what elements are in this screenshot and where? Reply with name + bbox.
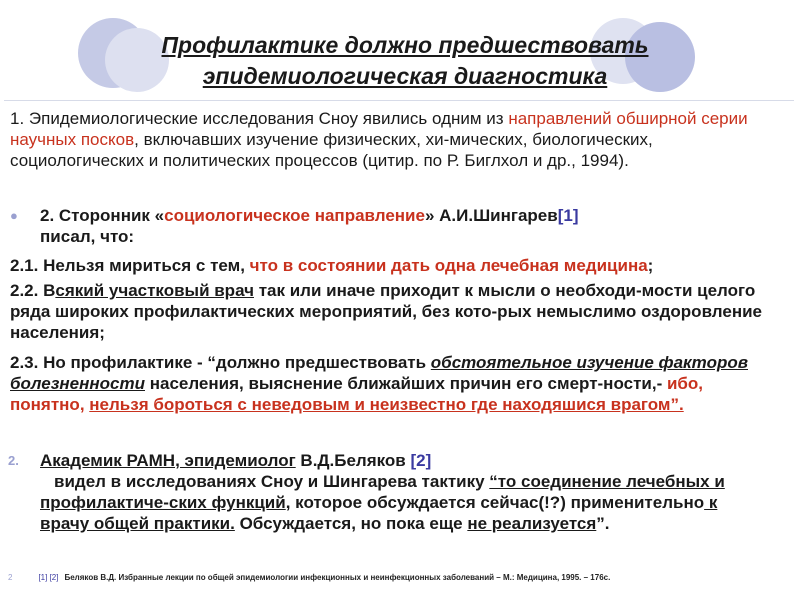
p2-text-d: писал, что:: [40, 227, 135, 246]
paragraph-2: [10, 205, 760, 247]
paragraph-3: [8, 450, 770, 534]
p23-red-underlined: нельзя бороться с неведовым и неизвестно где находяшися врагом”.: [89, 395, 684, 414]
paragraph-2-1: [10, 255, 780, 276]
p2-text-a: 2. Сторонник «: [40, 206, 165, 225]
title-line-1: Профилактике должно предшествовать: [161, 32, 649, 58]
p1-text-a: 1. Эпидемиологические исследования Сноу явились одним из: [10, 109, 509, 128]
p1-highlight: направлений обширной серии научных посков: [10, 109, 748, 149]
p2-highlight: социологическое направление: [164, 206, 425, 225]
p21-text-c: ;: [647, 256, 654, 275]
p1-text-c: , включавших изучение физических, хи-мических, биологических, социологических и политических процессов (цитир. по Р. Биглхол и др., 1994).: [10, 130, 653, 170]
footnote-refs[interactable]: [1] [2]: [38, 573, 59, 582]
p3-text-b: В.Д.Беляков: [295, 451, 411, 470]
slide-title: [60, 30, 750, 92]
p3-underlined-quote: “то соединение лечебных и профилактиче-ских функций: [40, 472, 725, 512]
paragraph-1: [10, 108, 770, 171]
p22-text-a: 2.2. В: [10, 281, 56, 300]
p23-red-text: ибо, понятно,: [10, 374, 704, 414]
p3-underlined-gp: к врачу общей практики.: [40, 493, 718, 533]
p21-text-a: 2.1. Нельзя мириться с тем,: [10, 256, 250, 275]
p22-text-c: так или иначе приходит к мысли о необходи-мости целого ряда широких профилактических мероприятий, без кото-рых немыслимо оздоровление населения;: [10, 281, 763, 342]
title-line-2: эпидемиологическая диагностика: [202, 63, 608, 89]
p23-italic-underlined: обстоятельное изучение факторов болезненности: [10, 353, 748, 393]
p3-number: 2.: [8, 453, 19, 468]
p3-underlined-end: не реализуется: [467, 514, 597, 533]
p3-text-e: , которое обсуждается сейчас(!?) применительно: [285, 493, 705, 512]
p23-text-c: населения, выяснение ближайших причин его смерт-ности,-: [145, 374, 667, 393]
paragraph-2-2: [10, 280, 770, 343]
bullet-icon: ●: [10, 208, 18, 223]
paragraph-2-3: [10, 352, 780, 415]
p21-highlight: что в состоянии дать одна лечебная медицина: [249, 256, 648, 275]
p3-text-c: видел в исследованиях Сноу и Шингарева тактику: [54, 472, 490, 491]
p2-ref-link[interactable]: [1]: [557, 206, 579, 225]
p3-text-g: Обсуждается, но пока еще: [234, 514, 468, 533]
divider: [4, 100, 794, 101]
p3-underlined: Академик РАМН, эпидемиолог: [40, 451, 296, 470]
p3-ref-link[interactable]: [2]: [410, 451, 432, 470]
p22-underlined: сякий участковый врач: [55, 281, 254, 300]
p23-text-a: 2.3. Но профилактике - “должно предшествовать: [10, 353, 431, 372]
p2-text-c: » А.И.Шингарев: [424, 206, 558, 225]
p3-text-i: ”.: [596, 514, 610, 533]
footnote-number: 2: [8, 573, 13, 582]
footnote-text: Беляков В.Д. Избранные лекции по общей эпидемиологии инфекционных и неинфекционных заболеваний – М.: Медицина, 1995. – 176с.: [64, 573, 611, 582]
footnote: [8, 573, 610, 582]
